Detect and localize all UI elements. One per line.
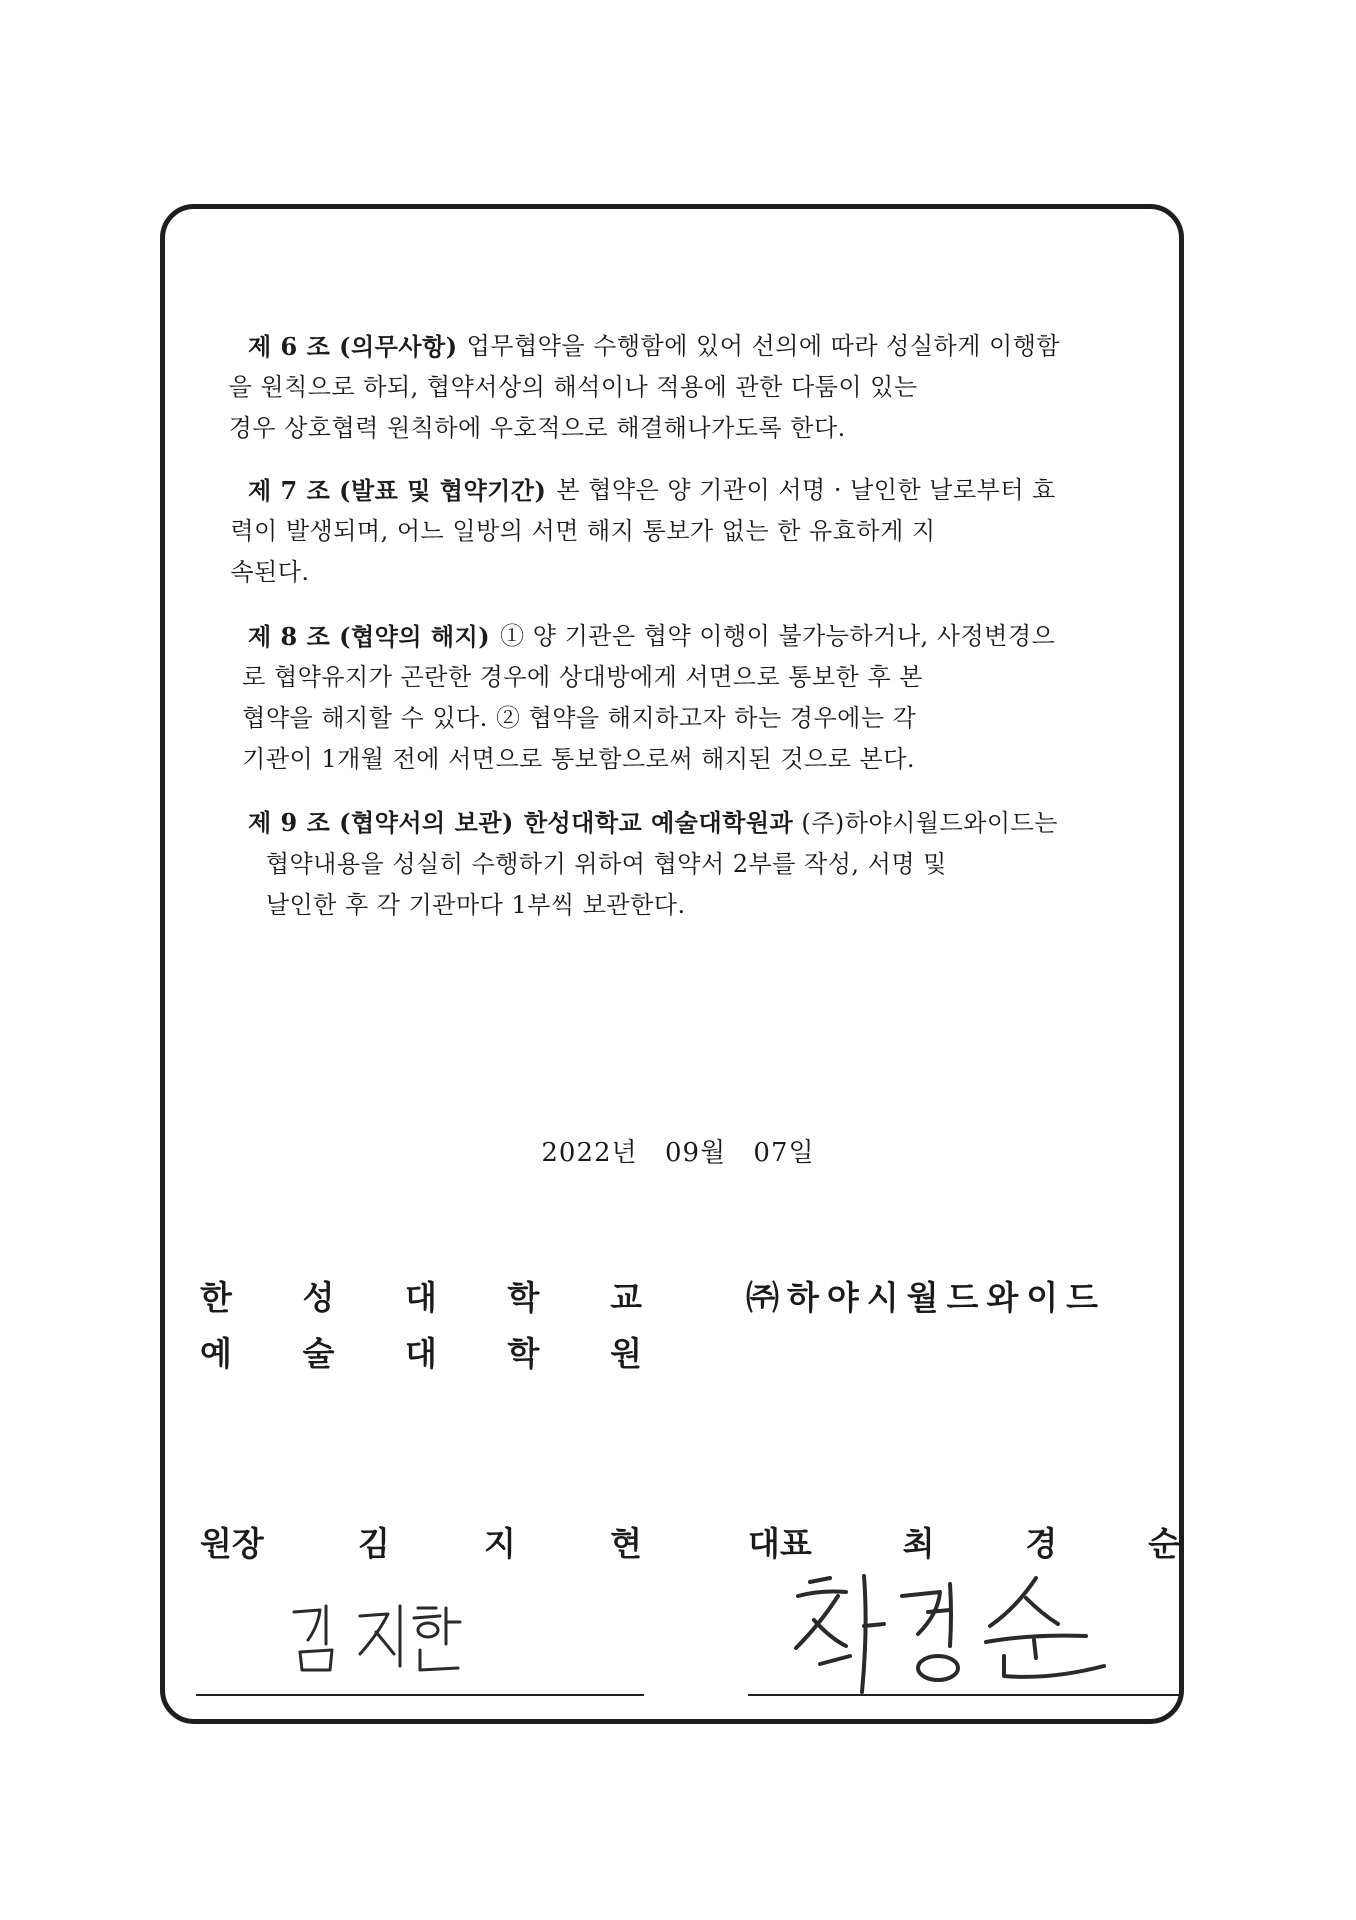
rep-title: 원장 (200, 1524, 264, 1563)
agreement-date (0, 1132, 1356, 1169)
signature-line-right (748, 1694, 1182, 1696)
article-line: 본 협약은 양 기관이 서명 · 날인한 날로부터 효 (556, 476, 1056, 504)
signature-right (790, 1568, 1120, 1698)
rep-name-char: 순 (1148, 1524, 1180, 1563)
article-number: 제 6 조 (248, 332, 331, 361)
article-line: 을 원칙으로 하되, 협약서상의 해석이나 적용에 관한 다툼이 있는 (228, 373, 918, 401)
article-line: ① 양 기관은 협약 이행이 불가능하거나, 사정변경으 (500, 622, 1056, 650)
article-title: (발표 및 협약기간) (339, 476, 547, 505)
rep-name-char: 최 (902, 1524, 935, 1563)
article-number: 제 7 조 (248, 476, 331, 505)
date-month: 09월 (664, 1138, 727, 1168)
article-line: (주)하야시월드와이드는 (801, 809, 1058, 837)
article-number: 제 8 조 (248, 622, 331, 651)
party-left-char: 교 (610, 1278, 642, 1317)
article-title: (협약의 해지) (339, 622, 491, 651)
article-title: (협약서의 보관) (339, 808, 514, 837)
signature-line-left (196, 1694, 644, 1696)
rep-name-char: 지 (484, 1524, 516, 1563)
party-left-name-line2 (200, 1328, 642, 1375)
article-number: 제 9 조 (248, 808, 331, 837)
party-left-char: 대 (405, 1278, 437, 1317)
rep-title: 대표 (748, 1524, 812, 1563)
party-right-company: ㈜하야시월드와이드 (746, 1278, 1107, 1317)
article-line: 속된다. (230, 558, 310, 586)
party-left-char: 원 (610, 1334, 642, 1373)
date-day: 07일 (753, 1138, 815, 1168)
rep-name-char: 김 (357, 1524, 390, 1563)
date-year: 2022년 (541, 1138, 638, 1168)
party-left-char: 예 (200, 1334, 232, 1373)
article-line: 날인한 후 각 기관마다 1부씩 보관한다. (265, 891, 686, 919)
party-right-name (746, 1272, 1180, 1319)
party-right-representative (748, 1518, 1180, 1565)
article-line: 경우 상호협력 원칙하에 우호적으로 해결해나가도록 한다. (228, 414, 846, 442)
article-line: 협약내용을 성실히 수행하기 위하여 협약서 2부를 작성, 서명 및 (265, 850, 947, 878)
party-left-char: 한 (200, 1278, 232, 1317)
party-left-name-line1 (200, 1272, 642, 1319)
party-left-representative (200, 1518, 642, 1565)
article-line: 협약을 해지할 수 있다. ② 협약을 해지하고자 하는 경우에는 각 (242, 704, 917, 732)
rep-name-char: 현 (610, 1524, 642, 1563)
article-line: 력이 발생되며, 어느 일방의 서면 해지 통보가 없는 한 유효하게 지 (230, 517, 936, 545)
party-left-char: 대 (405, 1334, 437, 1373)
article-line: 업무협약을 수행함에 있어 선의에 따라 성실하게 이행함 (466, 332, 1061, 360)
party-left-char: 성 (302, 1278, 335, 1317)
party-left-char: 술 (302, 1334, 335, 1373)
article-7 (230, 470, 1148, 593)
party-left-char: 학 (507, 1334, 540, 1373)
article-9 (248, 802, 1148, 926)
article-line: 로 협약유지가 곤란한 경우에 상대방에게 서면으로 통보한 후 본 (242, 663, 923, 691)
signature-left (290, 1600, 490, 1680)
article-bold-lead: 한성대학교 예술대학원과 (523, 808, 794, 837)
article-line: 기관이 1개월 전에 서면으로 통보함으로써 해지된 것으로 본다. (242, 745, 916, 773)
article-8 (242, 616, 1148, 780)
party-left-char: 학 (507, 1278, 540, 1317)
rep-name-char: 경 (1025, 1524, 1058, 1563)
article-6 (228, 326, 1148, 449)
article-title: (의무사항) (339, 332, 458, 361)
